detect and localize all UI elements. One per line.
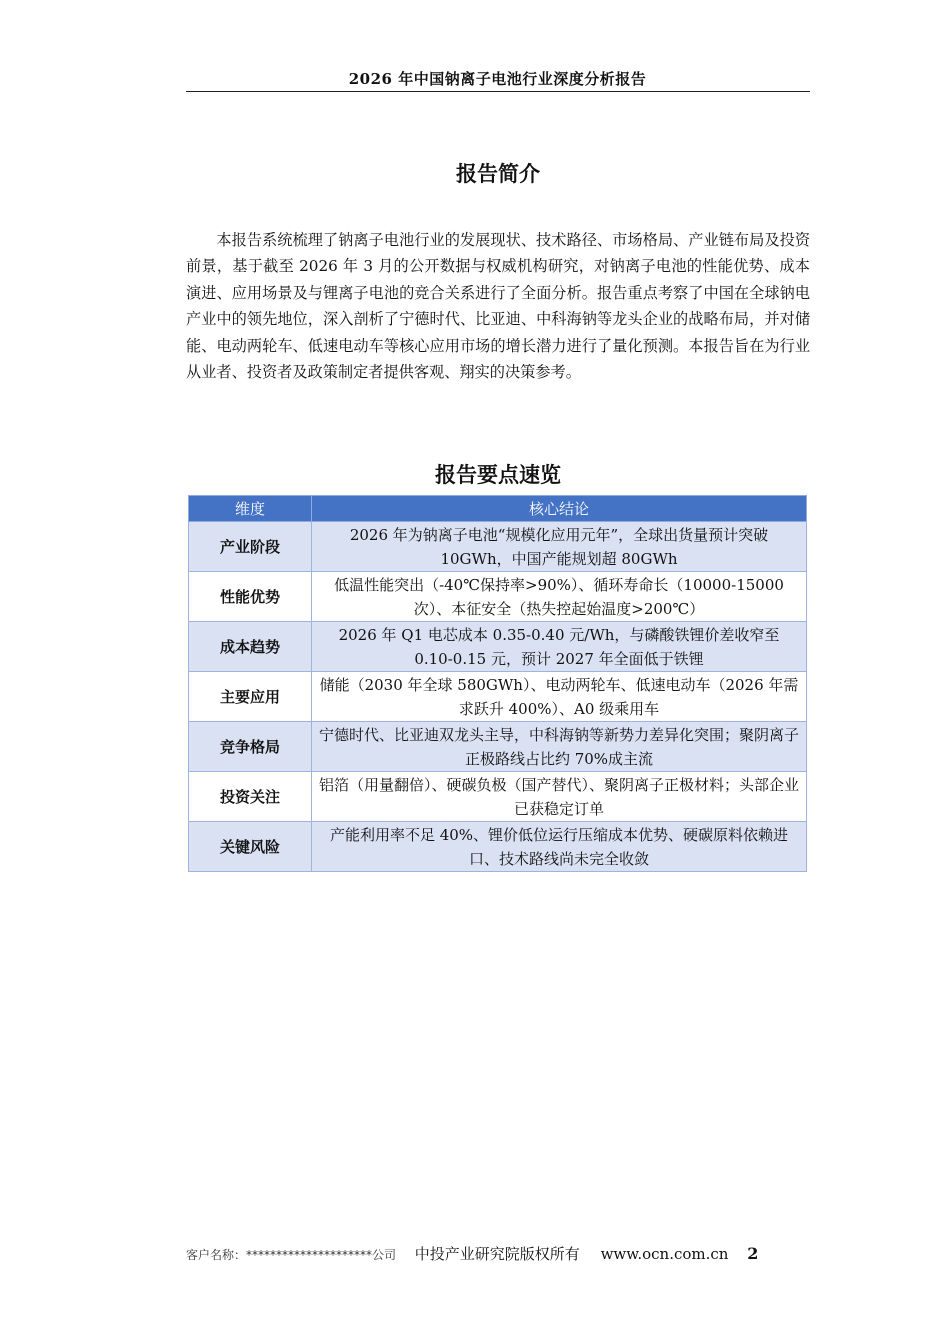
column-header-dimension: 维度	[189, 496, 312, 522]
row-dimension: 性能优势	[189, 572, 312, 622]
header-rule	[186, 91, 810, 92]
summary-table-header-row	[189, 496, 807, 522]
page-number: 2	[747, 1244, 759, 1263]
summary-table	[188, 495, 807, 872]
row-conclusion: 2026 年为钠离子电池“规模化应用元年”，全球出货量预计突破 10GWh，中国产能规划超 80GWh	[312, 522, 807, 572]
table-row	[189, 522, 807, 572]
row-dimension: 竞争格局	[189, 722, 312, 772]
table-row	[189, 572, 807, 622]
row-conclusion: 产能利用率不足 40%、锂价低位运行压缩成本优势、硬碳原料依赖进口、技术路线尚未完全收敛	[312, 822, 807, 872]
row-dimension: 投资关注	[189, 772, 312, 822]
row-conclusion: 储能（2030 年全球 580GWh）、电动两轮车、低速电动车（2026 年需求跃升 400%）、A0 级乘用车	[312, 672, 807, 722]
row-conclusion: 宁德时代、比亚迪双龙头主导，中科海钠等新势力差异化突围；聚阴离子正极路线占比约 70%成主流	[312, 722, 807, 772]
intro-paragraph: 本报告系统梳理了钠离子电池行业的发展现状、技术路径、市场格局、产业链布局及投资前景，基于截至 2026 年 3 月的公开数据与权威机构研究，对钠离子电池的性能优势、成本演进、应用场景及与锂离子电池的竞合关系进行了全面分析。报告重点考察了中国在全球钠电产业中的领先地位，深入剖析了宁德时代、比亚迪、中科海钠等龙头企业的战略布局，并对储能、电动两轮车、低速电动车等核心应用市场的增长潜力进行了量化预测。本报告旨在为行业从业者、投资者及政策制定者提供客观、翔实的决策参考。	[186, 231, 810, 382]
table-row	[189, 822, 807, 872]
row-conclusion: 2026 年 Q1 电芯成本 0.35-0.40 元/Wh，与磷酸铁锂价差收窄至 0.10-0.15 元，预计 2027 年全面低于铁锂	[312, 622, 807, 672]
running-header-title: 2026 年中国钠离子电池行业深度分析报告	[348, 70, 647, 88]
row-conclusion: 低温性能突出（-40℃保持率>90%）、循环寿命长（10000-15000 次）、本征安全（热失控起始温度>200℃）	[312, 572, 807, 622]
row-conclusion: 铝箔（用量翻倍）、硬碳负极（国产替代）、聚阴离子正极材料；头部企业已获稳定订单	[312, 772, 807, 822]
table-row	[189, 722, 807, 772]
table-row	[189, 622, 807, 672]
row-dimension: 主要应用	[189, 672, 312, 722]
table-row	[189, 772, 807, 822]
row-dimension: 成本趋势	[189, 622, 312, 672]
column-header-conclusion: 核心结论	[312, 496, 807, 522]
summary-section-title: 报告要点速览	[435, 463, 561, 487]
footer-website-link[interactable]: www.ocn.com.cn	[600, 1245, 729, 1263]
footer-client-name: 客户名称：*********************公司	[186, 1248, 397, 1262]
footer-copyright: 中投产业研究院版权所有	[414, 1245, 580, 1263]
intro-section-title: 报告简介	[456, 162, 540, 186]
row-dimension: 产业阶段	[189, 522, 312, 572]
table-row	[189, 672, 807, 722]
page-footer	[186, 1243, 810, 1264]
row-dimension: 关键风险	[189, 822, 312, 872]
